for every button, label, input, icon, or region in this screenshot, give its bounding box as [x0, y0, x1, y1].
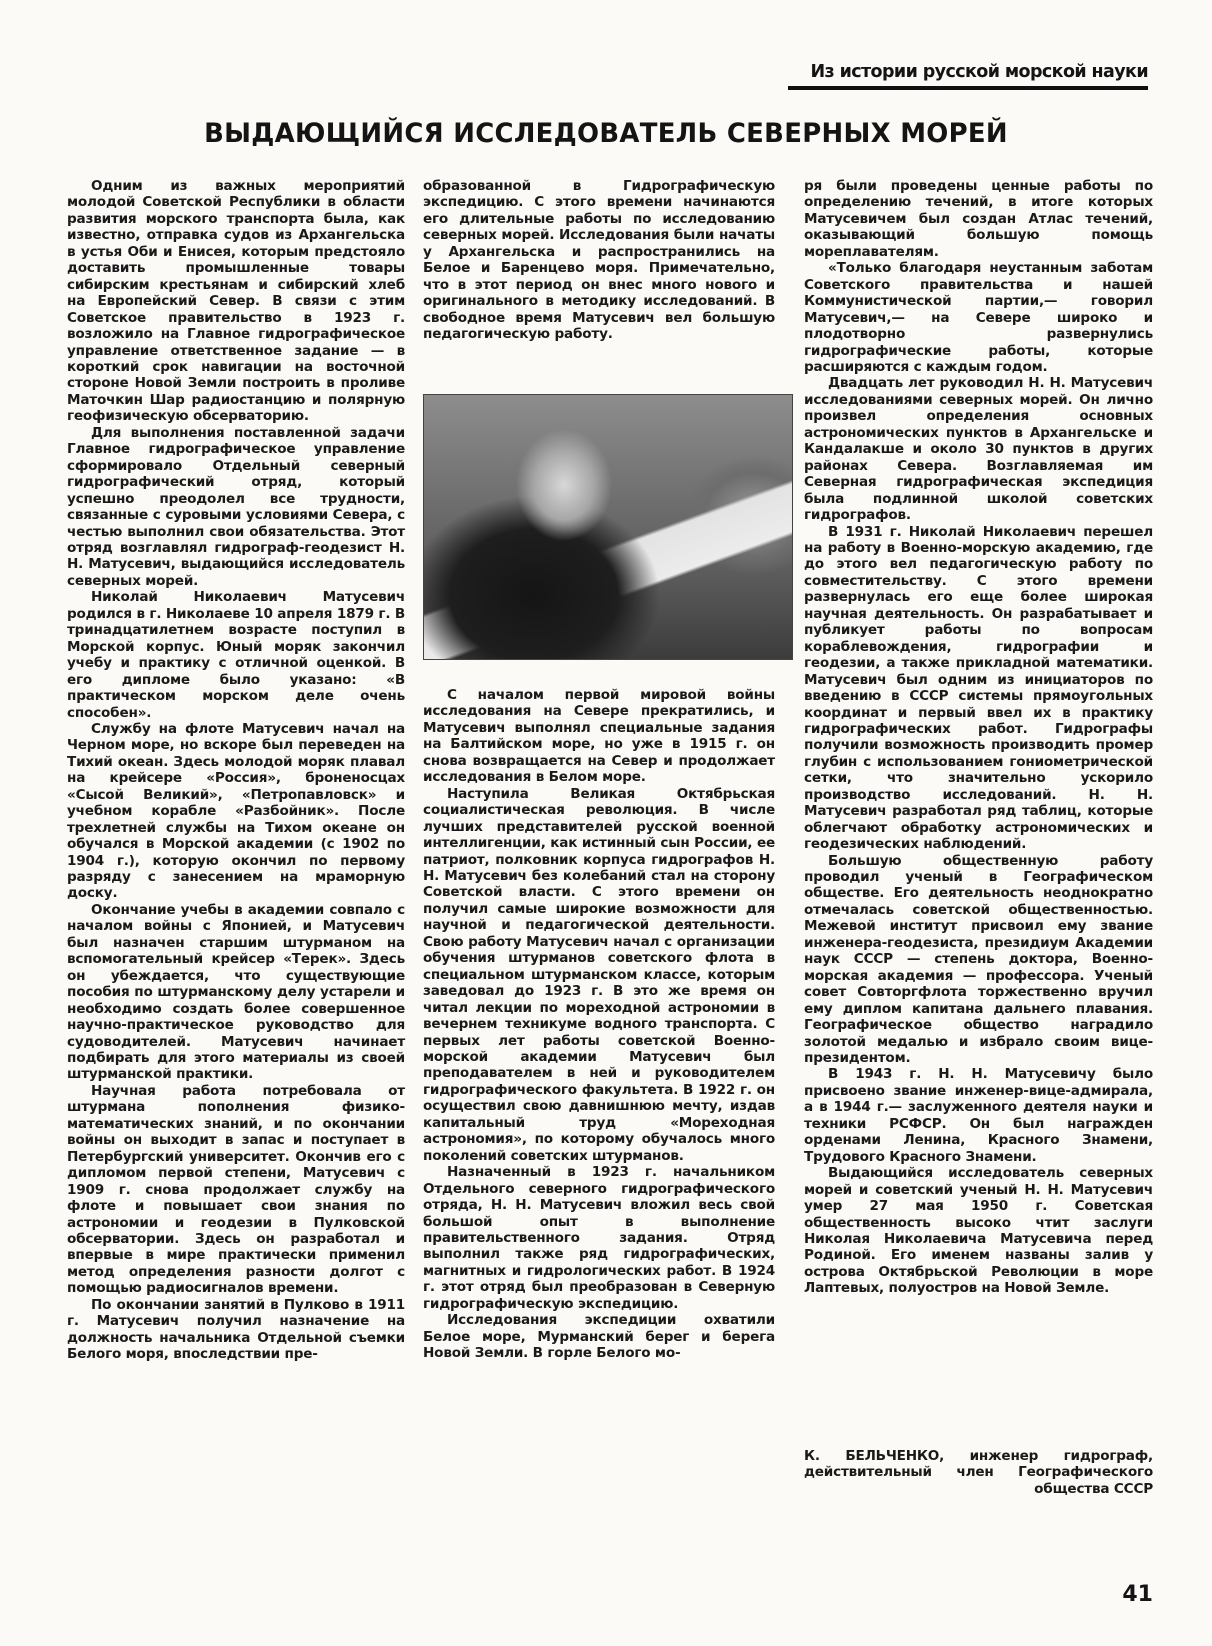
paragraph: Выдающийся исследователь северных морей и советский ученый Н. Н. Матусевич умер 27 мая 1950 г. Советская общественность высоко чтит заслуги Николая Николаевича Матусевича перед Родиной. Его именем названы залив у острова Октябрьской Революции в море Лаптевых, полуостров на Новой Земле.	[804, 1165, 1153, 1297]
page-number: 41	[1122, 1582, 1153, 1607]
paragraph: По окончании занятий в Пулково в 1911 г. Матусевич получил назначение на должность начальника Отдельной съемки Белого моря, впоследствии пре-	[67, 1296, 405, 1363]
paragraph: В 1931 г. Николай Николаевич перешел на работу в Военно-морскую академию, где до этого вел педагогическую работу по совместительству. С этого времени развернулась его еще более широкая научная деятельность. Он разрабатывает и публикует работы по вопросам кораблевождения, гидрографии и геодезии, а также прикладной математики. Матусевич был одним из инициаторов по введению в СССР системы прямоугольных координат и первый ввел их в практику гидрографических работ. Гидрографы получили возможность производить промер глубин с использованием гониометрической сетки, что значительно ускорило производство исследований. Н. Н. Матусевич разработал ряд таблиц, которые облегчают обработку астрономических и геодезических наблюдений.	[804, 523, 1153, 853]
paragraph: образованной в Гидрографическую экспедицию. С этого времени начинаются его длительные работы по исследованию северных морей. Исследования были начаты у Архангельска и распространились на Белое и Баренцево моря. Примечательно, что в этот период он внес много нового и оригинального в методику исследований. В свободное время Матусевич вел большую педагогическую работу.	[423, 178, 775, 343]
paragraph: Наступила Великая Октябрьская социалистическая революция. В числе лучших представителей русской военной интеллигенции, как истинный сын России, ее патриот, полковник корпуса гидрографов Н. Н. Матусевич без колебаний стал на сторону Советской власти. С этого времени он получил самые широкие возможности для научной и педагогической деятельности. Свою работу Матусевич начал с организации обучения штурманов советского флота в специальном штурманском классе, которым заведовал до 1923 г. В это же время он читал лекции по мореходной астрономии в вечернем техникуме водного транспорта. С первых лет работы советской Военно-морской академии Матусевич был преподавателем в ней и руководителем гидрографического факультета. В 1922 г. он осуществил свою давнишнюю мечту, издав капитальный труд «Мореходная астрономия», по которому обучалось много поколений советских штурманов.	[423, 785, 775, 1164]
paragraph: В 1943 г. Н. Н. Матусевичу было присвоено звание инженер-вице-адмирала, а в 1944 г.— заслуженного деятеля науки и техники РСФСР. Он был награжден орденами Ленина, Красного Знамени, Трудового Красного Знамени.	[804, 1066, 1153, 1165]
paragraph: Службу на флоте Матусевич начал на Черном море, но вскоре был переведен на Тихий океан. Здесь молодой моряк плавал на крейсере «Россия», броненосцах «Сысой Великий», «Петропавловск» и учебном корабле «Разбойник». После трехлетней службы на Тихом океане он обучался в Морской академии (с 1902 по 1904 г.), которую окончил по первому разряду с занесением на мраморную доску.	[67, 720, 405, 902]
paragraph: Научная работа потребовала от штурмана пополнения физико-математических знаний, и по окончании войны он выходит в запас и поступает в Петербургский университет. Окончив его с дипломом первой степени, Матусевич с 1909 г. снова продолжает службу на флоте и повышает свои знания по астрономии и геодезии в Пулковской обсерватории. Здесь он разработал и впервые в мире практически применил метод определения разности долгот с помощью радиосигналов времени.	[67, 1082, 405, 1297]
paragraph: Большую общественную работу проводил ученый в Географическом обществе. Его деятельность неоднократно отмечалась советской общественностью. Межевой институт присвоил ему звание инженера-геодезиста, президиум Академии наук СССР — степень доктора, Военно-морская академия — профессора. Ученый совет Совторгфлота торжественно вручил ему диплом капитана дальнего плавания. Географическое общество наградило золотой медалью и избрало своим вице-президентом.	[804, 852, 1153, 1067]
paragraph: Назначенный в 1923 г. начальником Отдельного северного гидрографического отряда, Н. Н. Матусевич вложил весь свой большой опыт в выполнение правительственного задания. Отряд выполнил также ряд гидрографических, магнитных и гидрологических работ. В 1924 г. этот отряд был преобразован в Северную гидрографическую экспедицию.	[423, 1164, 775, 1312]
paragraph: С началом первой мировой войны исследования на Севере прекратились, и Матусевич выполнял специальные задания на Балтийском море, но уже в 1915 г. он снова возвращается на Север и продолжает исследования в Белом море.	[423, 687, 775, 786]
author-signature	[804, 1448, 1153, 1497]
article-title: ВЫДАЮЩИЙСЯ ИССЛЕДОВАТЕЛЬ СЕВЕРНЫХ МОРЕЙ	[204, 118, 1008, 149]
paragraph: Николай Николаевич Матусевич родился в г. Николаеве 10 апреля 1879 г. В тринадцатилетнем возрасте поступил в Морской корпус. Юный моряк закончил учебу и практику с отличной оценкой. В его дипломе было указано: «В практическом морском деле очень способен».	[67, 589, 405, 721]
paragraph: Окончание учебы в академии совпало с началом войны с Японией, и Матусевич был назначен старшим штурманом на вспомогательный крейсер «Терек». Здесь он убеждается, что существующие пособия по штурманскому делу устарели и необходимо создать более совершенное научно-практическое руководство для судоводителей. Матусевич начинает подбирать для этого материалы из своей штурманской практики.	[67, 901, 405, 1083]
portrait-photo	[423, 394, 793, 660]
column-2-top	[423, 178, 775, 343]
author-affiliation-cont: общества СССР	[1034, 1480, 1153, 1497]
paragraph: Исследования экспедиции охватили Белое море, Мурманский берег и берега Новой Земли. В горле Белого мо-	[423, 1312, 775, 1362]
paragraph: Одним из важных мероприятий молодой Советской Республики в области развития морского транспорта была, как известно, отправка судов из Архангельска в устья Оби и Енисея, которым предстояло доставить промышленные товары сибирским крестьянам и сибирский хлеб на Европейский Север. В связи с этим Советское правительство в 1923 г. возложило на Главное гидрографическое управление ответственное задание — в короткий срок навигации на восточной стороне Новой Земли построить в проливе Маточкин Шар радиостанцию и полярную геофизическую обсерваторию.	[67, 178, 405, 425]
column-3	[804, 178, 1153, 1297]
paragraph: ря были проведены ценные работы по определению течений, в итоге которых Матусевичем был создан Атлас течений, оказывающий большую помощь мореплавателям.	[804, 178, 1153, 260]
column-1	[67, 178, 405, 1363]
paragraph: «Только благодаря неустанным заботам Советского правительства и нашей Коммунистической партии,— говорил Матусевич,— на Севере широко и плодотворно развернулись гидрографические работы, которые расширяются с каждым годом.	[804, 260, 1153, 375]
paragraph: Для выполнения поставленной задачи Главное гидрографическое управление сформировало Отдельный северный гидрографический отряд, который успешно преодолел все трудности, связанные с суровыми условиями Севера, с честью выполнил свои обязательства. Этот отряд возглавлял гидрограф-геодезист Н. Н. Матусевич, выдающийся исследователь северных морей.	[67, 424, 405, 589]
author-name: К. БЕЛЬЧЕНКО, инженер гидрограф,	[804, 1448, 1153, 1464]
paragraph: Двадцать лет руководил Н. Н. Матусевич исследованиями северных морей. Он лично произвел определения основных астрономических пунктов в Архангельске и Кандалакше и около 30 пунктов в других районах Севера. Возглавляемая им Северная гидрографическая экспедиция была подлинной школой советских гидрографов.	[804, 375, 1153, 524]
column-2-bottom	[423, 687, 775, 1362]
section-heading: Из истории русской морской науки	[788, 62, 1148, 90]
author-affiliation: действительный член Географического	[804, 1464, 1153, 1481]
